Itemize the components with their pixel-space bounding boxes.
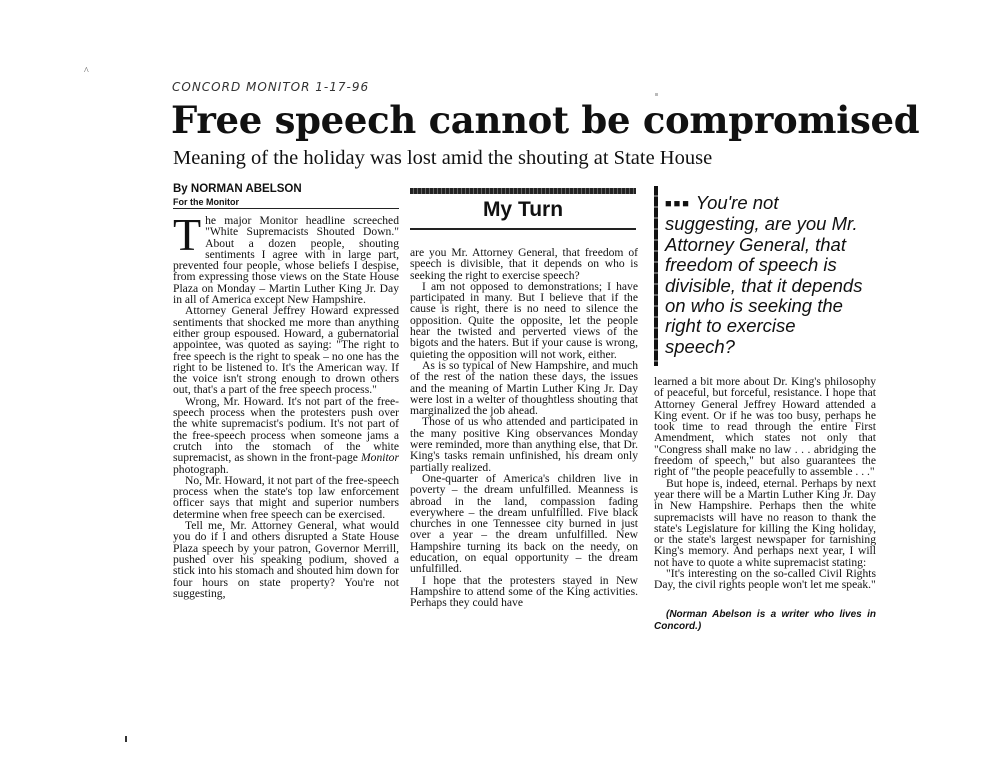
paragraph: But hope is, indeed, eternal. Perhaps by next year there will be a Martin Luther King Jr. Day in New Hampshire. Perhaps then the white supremacists will have no reason to thank the state's Legislature for killing the King holiday, or the state's largest newspaper for tarnishing King's memory. And perhaps next year, I will not have to quote a white supremacist stating: [654,476,876,569]
headline: Free speech cannot be compromised [171,98,920,142]
italic-run: Monitor [360,451,399,465]
article-column-3 [654,376,876,633]
paragraph: One-quarter of America's children live in poverty – the dream unfulfilled. Meanness is abroad in the land, compassion fading everywhere – the dream unfulfilled. Five black churches in one Tennessee city burned in just over a year – the dream unfulfilled. New Hampshire turning its back on the needy, on education, on equal opportunity – the dream unfulfilled. [410,471,638,576]
paragraph: are you Mr. Attorney General, that freedom of speech is divisible, that it depends on who is seeking the right to exercise speech? [410,246,638,282]
paragraph: No, Mr. Howard, it not part of the free-speech process when the state's top law enforcement officer says that might and superior numbers determine when free speech can be exercised. [173,473,399,521]
paragraph: Those of us who attended and participated in the many positive King observances Monday were reminded, more than anything else, that Dr. King's tasks remain unfinished, his dream only partially realized. [410,415,638,474]
stray-mark: ^ [84,66,89,77]
stray-dot [655,93,658,96]
pullquote-marker: ■■■ [665,198,691,210]
pullquote-text: You're not suggesting, are you Mr. Attorney General, that freedom of speech is divisible, that it depends on who is seeking the right to exercise speech? [665,192,863,357]
paragraph: learned a bit more about Dr. King's philosophy of peaceful, but forceful, resistance. I hope that Attorney General Jeffrey Howard attended a King event. Or if he was too busy, perhaps he took time to read through the entire First Amendment, which states not only that "Congress shall make no law . . . abridging the freedom of speech," but also guarantees the right of "the people peacefully to assemble . . ." [654,375,876,479]
paragraph: "It's interesting on the so-called Civil Rights Day, the civil rights people won't let me speak." [654,567,876,592]
handwritten-source-note: CONCORD MONITOR 1-17-96 [172,80,370,94]
column-label: My Turn [482,198,564,221]
byline-rule [173,208,399,209]
paragraph: I am not opposed to demonstrations; I have participated in many. But I believe that if the cause is right, there is no need to silence the opposition. Quite the opposite, let the people hear the twisted and perverted views of the bigots and the haters. But if your cause is wrong, quieting the opposition will not work, either. [410,279,638,361]
paragraph: Tell me, Mr. Attorney General, what would you do if I and others disrupted a State House Plaza speech by your patron, Governor Merrill, pushed over his speaking podium, shoved a stick into his stomach and shouted him down for four hours on state property? You're not suggesting, [173,519,399,600]
pullquote-bar [654,186,658,366]
text-run: photograph. [173,462,229,476]
byline: By NORMAN ABELSON [173,183,302,195]
subheadline: Meaning of the holiday was lost amid the shouting at State House [173,147,713,169]
pullquote [665,193,865,357]
article-column-1 [173,209,399,600]
column-label-bar [410,188,636,194]
paragraph [173,396,399,475]
drop-cap: T [173,209,202,260]
byline-credit: For the Monitor [173,197,239,207]
stray-mark [125,736,127,742]
text-run: Wrong, Mr. Howard. It's not part of the free-speech process when the protesters push over the white supremacist's podium. It's not part of the free-speech process when someone jams a crutch into the stomach of the white supremacist, as shown in the front-page [173,394,399,465]
column-label-rule [410,228,636,230]
paragraph: I hope that the protesters stayed in New Hampshire to attend some of the King activities. Perhaps they could have [410,573,638,610]
article-column-2 [410,247,638,609]
author-tagline: (Norman Abelson is a writer who lives in Concord.) [654,608,876,632]
paragraph: Attorney General Jeffrey Howard expressed sentiments that shocked me more than anything either group espoused. Howard, a gubernatorial appointee, was quoted as saying: "The right to free speech is the right to speak – no one has the right to be listened to. It's the American way. If the voice isn't strong enough to drown others out, that's a part of the free speech process." [173,304,399,397]
paragraph: he major Monitor headline screeched "White Supremacists Shouted Down." About a dozen people, shouting sentiments I agree with in large part, prevented four people, whose beliefs I despise, from expressing those views on the State House Plaza on Monday – Martin Luther King Jr. Day in all of America except New Hampshire. [173,214,399,307]
paragraph: As is so typical of New Hampshire, and much of the rest of the nation these days, the issues and the meaning of Martin Luther King Jr. Day were lost in a welter of thoughtless shouting that marginalized the job ahead. [410,358,638,418]
